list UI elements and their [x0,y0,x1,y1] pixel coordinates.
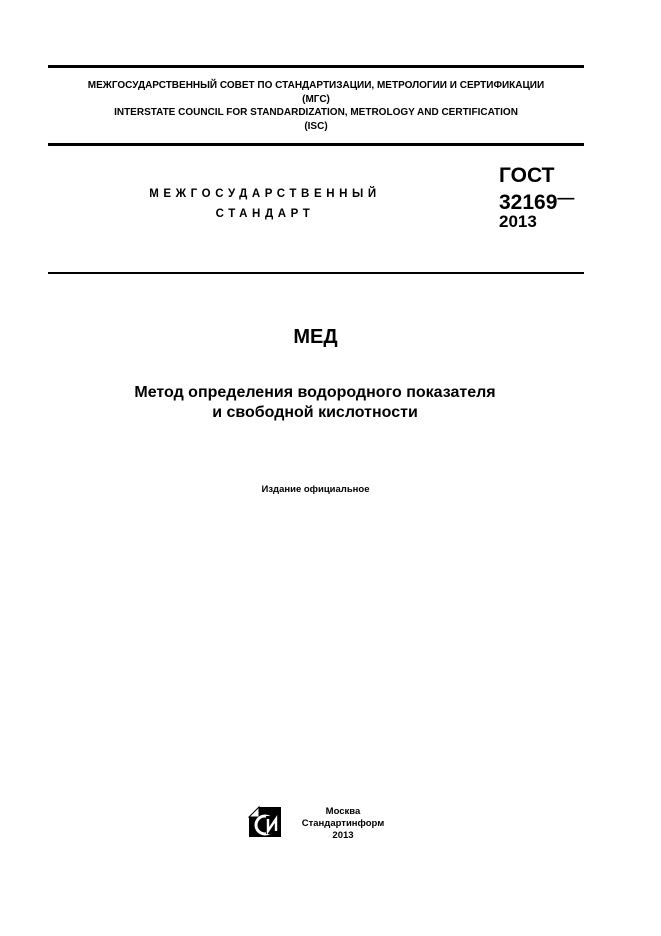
council-name-ru: МЕЖГОСУДАРСТВЕННЫЙ СОВЕТ ПО СТАНДАРТИЗАЦИИ, МЕТРОЛОГИИ И СЕРТИФИКАЦИИ [87,80,545,91]
document-subtitle [40,383,590,423]
edition-note: Издание официальное [261,484,370,495]
bottom-rule [48,272,584,274]
council-abbr-en: (ISC) [304,120,328,132]
council-name-en: INTERSTATE COUNCIL FOR STANDARDIZATION, METROLOGY AND CERTIFICATION [114,107,518,118]
document-subtitle-line2: и свободной кислотности [212,404,418,421]
middle-rule [48,143,584,146]
standartinform-logo-icon [247,805,283,839]
gost-label: ГОСТ [499,164,555,187]
gost-designation [499,165,574,230]
standard-kind-line1: МЕЖГОСУДАРСТВЕННЫЙ [149,188,381,200]
document-subtitle-line1: Метод определения водородного показателя [134,384,496,401]
publisher-name: Стандартинформ [301,818,385,829]
publisher-year: 2013 [332,830,354,841]
council-header [48,79,584,133]
gost-number-line [499,189,574,213]
top-rule [48,65,584,68]
standard-kind [110,184,420,224]
gost-year: 2013 [499,212,537,231]
gost-number: 32169 [499,191,558,214]
publisher-block [290,806,396,842]
publisher-city: Москва [325,806,361,817]
standard-kind-line2: СТАНДАРТ [215,208,315,220]
gost-dash: — [557,188,575,207]
council-abbr-ru: (МГС) [302,93,330,105]
document-title: МЕД [293,326,338,348]
standartinform-logo-graphic [247,805,283,839]
